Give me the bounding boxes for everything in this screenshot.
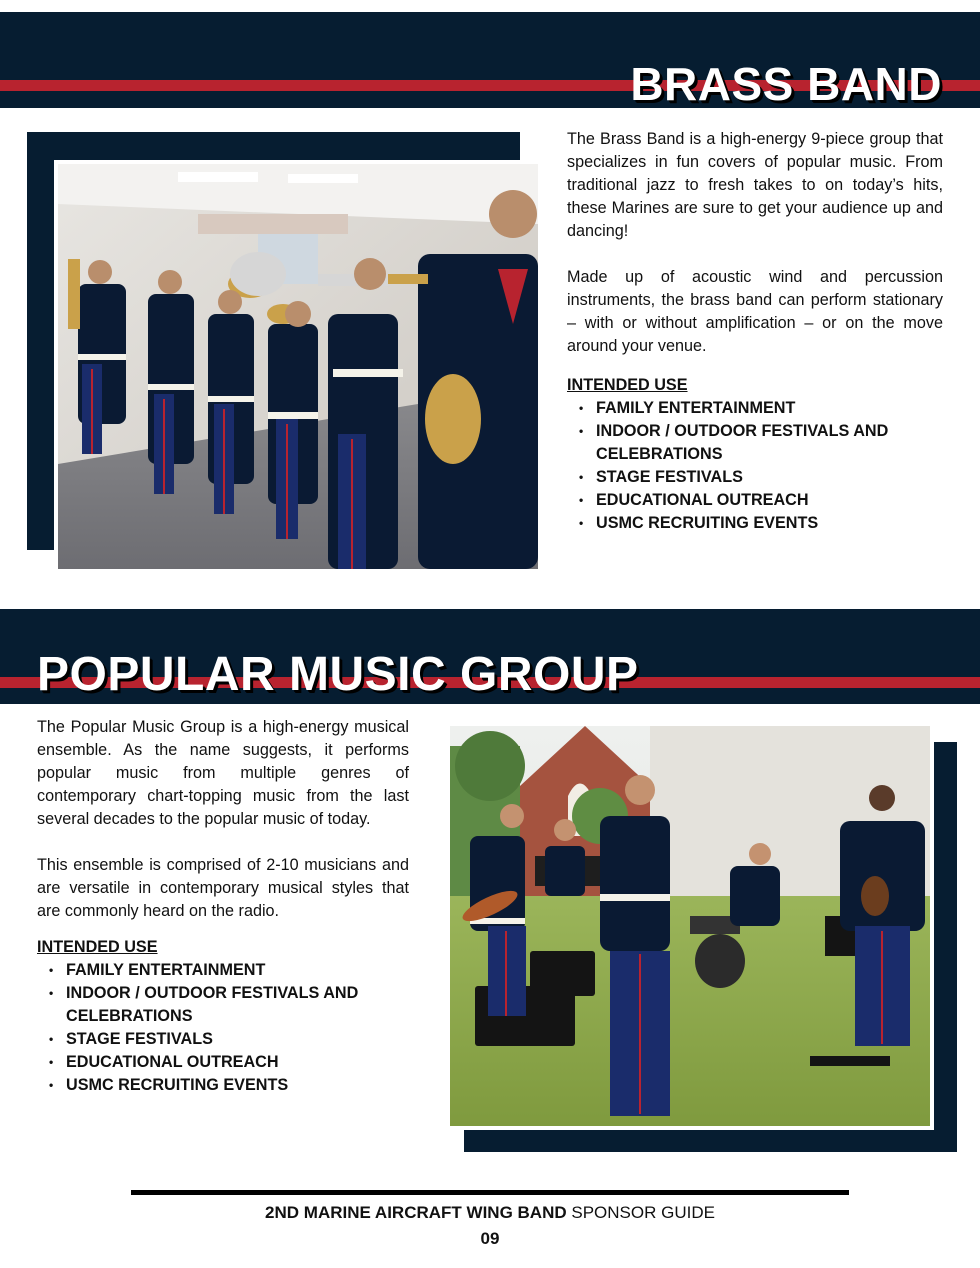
- list-item: • FAMILY ENTERTAINMENT: [596, 397, 943, 420]
- footer-title-regular: SPONSOR GUIDE: [571, 1203, 715, 1222]
- brass-intended-use-heading: INTENDED USE: [567, 376, 688, 394]
- popular-intended-use-heading: INTENDED USE: [37, 938, 158, 956]
- list-item: • STAGE FESTIVALS: [66, 1028, 409, 1051]
- popular-music-paragraph: The Popular Music Group is a high-energy musical ensemble. As the name suggests, it performs popular music from multiple genres of contemporary chart-topping music from the last several decades to the popular music of today.: [37, 718, 409, 828]
- list-item: • STAGE FESTIVALS: [596, 466, 943, 489]
- list-item: • FAMILY ENTERTAINMENT: [66, 959, 409, 982]
- brass-band-paragraph: Made up of acoustic wind and percussion instruments, the brass band can perform stationary – with or without amplification – or on the move around your venue.: [567, 268, 943, 355]
- popular-music-paragraph: This ensemble is comprised of 2-10 musicians and are versatile in contemporary musical styles that are commonly heard on the radio.: [37, 856, 409, 920]
- list-item: • EDUCATIONAL OUTREACH: [66, 1051, 409, 1074]
- footer-title-bold: 2ND MARINE AIRCRAFT WING BAND: [265, 1203, 567, 1222]
- popular-music-description: [37, 716, 409, 1097]
- brass-band-description: [567, 128, 943, 535]
- list-item: • EDUCATIONAL OUTREACH: [596, 489, 943, 512]
- list-item: • INDOOR / OUTDOOR FESTIVALS AND CELEBRATIONS: [596, 420, 943, 466]
- brass-band-banner: [0, 12, 980, 108]
- popular-music-banner: [0, 609, 980, 704]
- brass-band-photo: [54, 160, 542, 573]
- popular-intended-use-list: [37, 959, 409, 1097]
- footer-title: [0, 1203, 980, 1223]
- brass-intended-use-list: [567, 397, 943, 535]
- popular-music-title: POPULAR MUSIC GROUP: [37, 648, 639, 701]
- footer-rule: [131, 1190, 849, 1195]
- list-item: • USMC RECRUITING EVENTS: [66, 1074, 409, 1097]
- list-item: • USMC RECRUITING EVENTS: [596, 512, 943, 535]
- page-number: 09: [480, 1229, 500, 1248]
- list-item: • INDOOR / OUTDOOR FESTIVALS AND CELEBRATIONS: [66, 982, 409, 1028]
- popular-music-photo: [446, 722, 934, 1130]
- brass-band-title: BRASS BAND: [630, 58, 942, 110]
- brass-band-paragraph: The Brass Band is a high-energy 9-piece group that specializes in fun covers of popular music. From traditional jazz to fresh takes to on today’s hits, these Marines are sure to get your audience up and dancing!: [567, 130, 943, 240]
